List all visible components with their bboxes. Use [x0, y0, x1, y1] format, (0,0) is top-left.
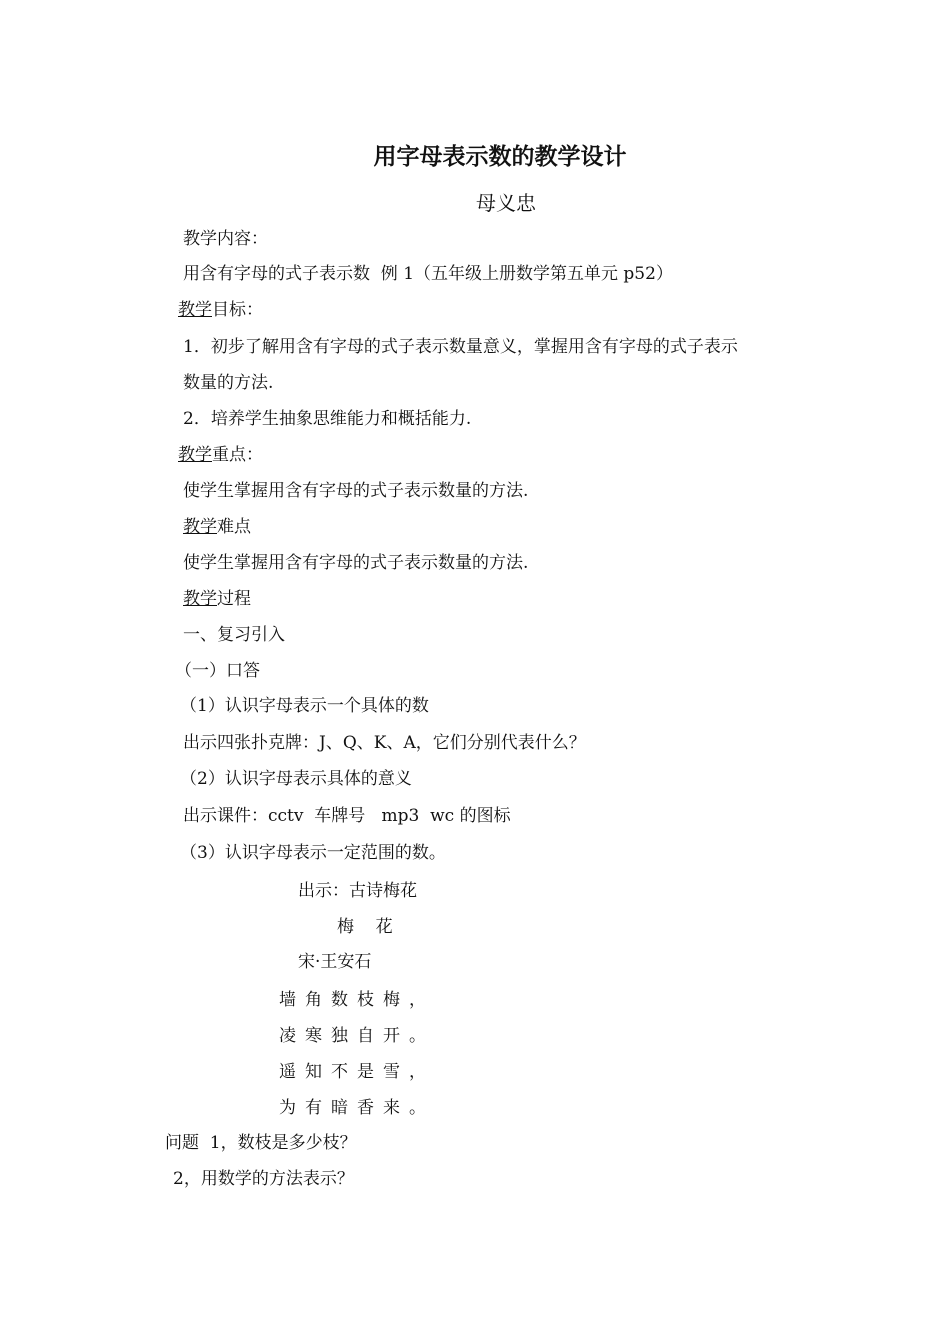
item-1: （1）认识字母表示一个具体的数 — [180, 696, 429, 716]
key-text: 使学生掌握用含有字母的式子表示数量的方法. — [183, 481, 529, 501]
item-2-text: 出示课件：cctv 车牌号 mp3 wc 的图标 — [183, 806, 511, 826]
poem-line: 凌寒独自开。 — [279, 1026, 435, 1046]
process-heading-rest: 过程 — [217, 589, 251, 609]
poem-line: 为有暗香来。 — [279, 1098, 435, 1118]
item-1-text: 出示四张扑克牌：J、Q、K、A，它们分别代表什么？ — [183, 733, 586, 753]
document-title: 用字母表示数的教学设计 — [373, 144, 627, 170]
author-name: 母义忠 — [476, 191, 536, 215]
poem-author: 宋·王安石 — [298, 952, 372, 972]
poem-intro: 出示：古诗梅花 — [298, 881, 417, 901]
difficulty-heading — [183, 516, 251, 538]
process-heading — [183, 588, 251, 610]
goal-heading-underlined: 教学 — [178, 300, 212, 320]
subsection-1: （一）口答 — [175, 661, 260, 681]
difficulty-heading-rest: 难点 — [217, 517, 251, 537]
item-3: （3）认识字母表示一定范围的数。 — [180, 843, 446, 863]
content-text: 用含有字母的式子表示数 例 1（五年级上册数学第五单元 p52） — [183, 264, 673, 284]
goal-1-line-b: 数量的方法. — [183, 373, 274, 393]
question-1: 问题 1，数枝是多少枝？ — [165, 1133, 357, 1153]
content-label: 教学内容： — [183, 229, 268, 249]
question-2: 2，用数学的方法表示？ — [173, 1169, 354, 1189]
goal-heading — [178, 299, 263, 321]
goal-heading-rest: 目标： — [212, 300, 263, 320]
key-heading-underlined: 教学 — [178, 445, 212, 465]
key-heading — [178, 444, 263, 466]
key-heading-rest: 重点： — [212, 445, 263, 465]
process-heading-underlined: 教学 — [183, 589, 217, 609]
poem-line: 遥知不是雪， — [279, 1062, 435, 1082]
goal-1-line-a: 1．初步了解用含有字母的式子表示数量意义，掌握用含有字母的式子表示 — [183, 337, 738, 357]
section-1: 一、复习引入 — [183, 625, 285, 645]
poem-title: 梅 花 — [337, 917, 393, 937]
difficulty-heading-underlined: 教学 — [183, 517, 217, 537]
poem-line: 墙角数枝梅， — [279, 990, 435, 1010]
difficulty-text: 使学生掌握用含有字母的式子表示数量的方法. — [183, 553, 529, 573]
goal-2: 2．培养学生抽象思维能力和概括能力. — [183, 409, 472, 429]
item-2: （2）认识字母表示具体的意义 — [180, 769, 412, 789]
